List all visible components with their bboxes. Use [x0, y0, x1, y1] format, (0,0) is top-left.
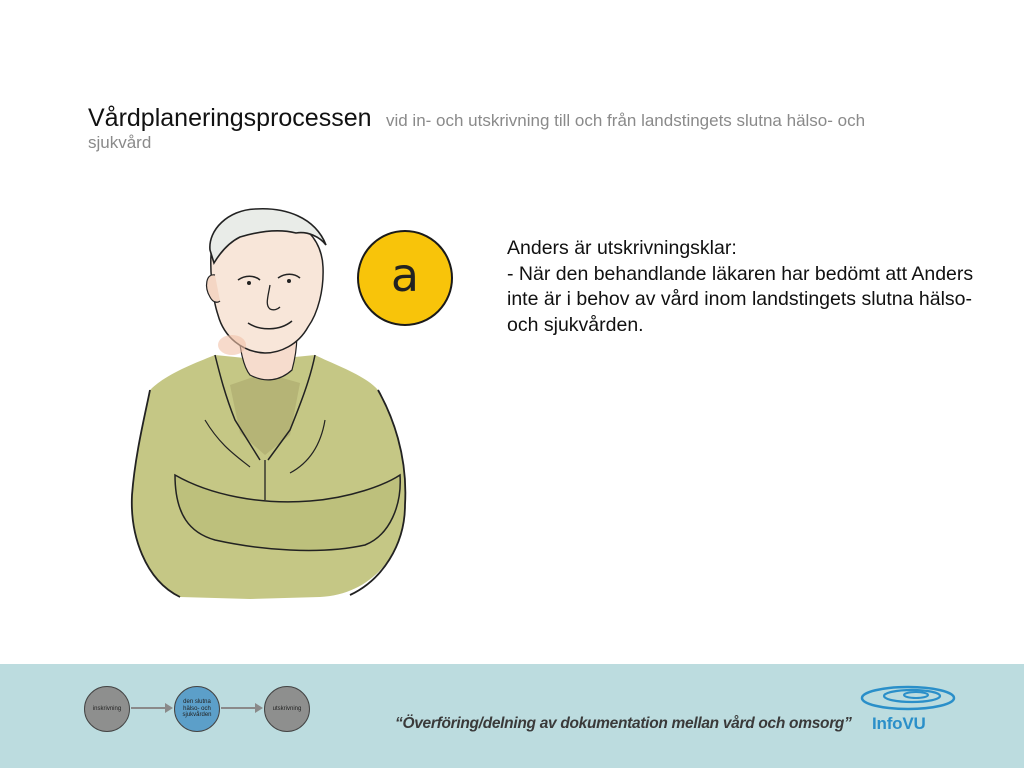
flow-arrow-2	[221, 707, 261, 709]
logo-text: InfoVU	[872, 714, 926, 733]
process-flow-diagram	[84, 686, 320, 736]
slide-title-block	[88, 104, 918, 153]
footer-quote: “Överföring/delning av dokumentation mellan vård och omsorg”	[395, 715, 852, 732]
slide-subtitle: vid in- och utskrivning till och från landstingets slutna hälso- och sjukvård	[88, 111, 866, 152]
infovu-logo	[850, 684, 960, 739]
description-text: - När den behandlande läkaren har bedömt att Anders inte är i behov av vård inom landstingets slutna hälso- och sjukvården.	[507, 262, 974, 337]
flow-arrow-1	[131, 707, 171, 709]
slide-title: Vårdplaneringsprocessen	[88, 104, 372, 132]
flow-node-inskrivning: inskrivning	[84, 686, 130, 732]
step-badge: a	[357, 230, 453, 326]
flow-node-utskrivning: utskrivning	[264, 686, 310, 732]
description-block	[507, 236, 1007, 339]
footer-bar	[0, 664, 1024, 768]
flow-node-slutna-vard: den slutna hälso- och sjukvården	[174, 686, 220, 732]
description-heading: Anders är utskrivningsklar:	[507, 237, 737, 259]
